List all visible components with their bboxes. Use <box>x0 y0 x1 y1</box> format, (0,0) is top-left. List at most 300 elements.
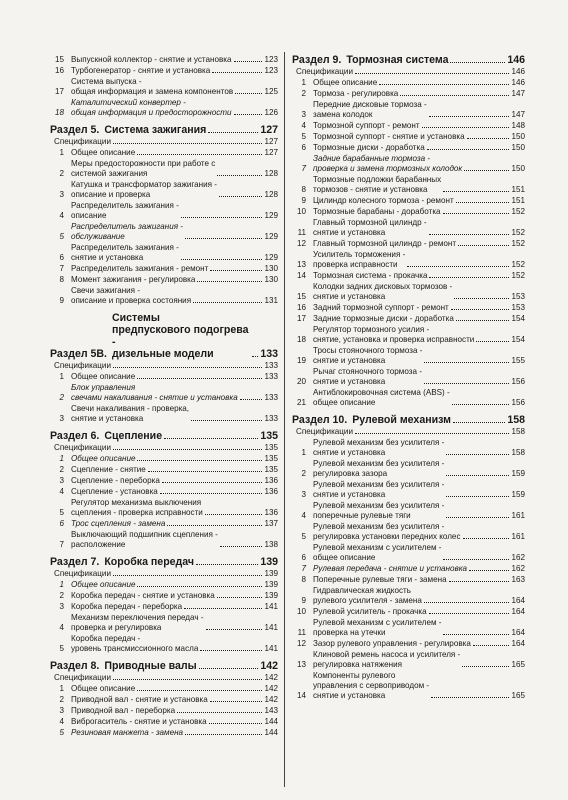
dot-leader <box>458 245 509 246</box>
toc-entry <box>50 243 278 263</box>
entry-number: 2 <box>59 393 64 402</box>
entry-page-number: 130 <box>264 264 278 273</box>
dot-leader <box>407 266 509 267</box>
entry-page-number: 165 <box>511 660 525 669</box>
entry-page-number: 141 <box>264 644 278 653</box>
entry-title: Тормозные диски - доработка <box>313 143 425 152</box>
dot-leader <box>113 575 263 576</box>
entry-number: 4 <box>59 623 64 632</box>
dot-leader <box>446 517 509 518</box>
toc-entry <box>50 66 278 76</box>
entry-page-number: 152 <box>511 228 525 237</box>
entry-text-wrap <box>313 575 511 585</box>
entry-number: 5 <box>59 728 64 737</box>
dot-leader <box>454 298 509 299</box>
dot-leader <box>113 449 263 450</box>
entry-text-wrap <box>71 159 264 179</box>
section-page-number: 142 <box>260 660 278 672</box>
dot-leader <box>235 93 262 94</box>
entry-page-number: 158 <box>511 427 525 436</box>
entry-number: 7 <box>301 564 306 573</box>
entry-title: Зазор рулевого управления - регулировка <box>313 639 471 648</box>
entry-page-number: 152 <box>511 239 525 248</box>
entry-number: 9 <box>59 296 64 305</box>
entry-page-number: 129 <box>264 232 278 241</box>
entry-text-wrap <box>313 271 511 281</box>
toc-entry <box>50 706 278 716</box>
entry-text-wrap <box>71 580 264 590</box>
entry-title: Общее описание <box>71 684 136 693</box>
toc-entry <box>292 367 525 387</box>
toc-entry <box>292 480 525 500</box>
toc-entry <box>50 404 278 424</box>
dot-leader <box>451 309 510 310</box>
dot-leader <box>355 433 510 434</box>
entry-number: 6 <box>301 143 306 152</box>
section-heading-text <box>292 54 507 66</box>
toc-entry <box>292 438 525 458</box>
section-heading <box>50 312 278 360</box>
entry-number: 3 <box>59 706 64 715</box>
dot-leader <box>443 191 509 192</box>
section-page-number: 127 <box>260 124 278 136</box>
entry-page-number: 139 <box>264 569 278 578</box>
entry-number: 13 <box>296 260 306 269</box>
entry-page-number: 150 <box>511 164 525 173</box>
entry-title: Приводной вал - снятие и установка <box>71 695 208 704</box>
entry-text-wrap <box>71 275 264 285</box>
entry-text-wrap <box>313 196 511 206</box>
entry-text-wrap <box>313 175 511 195</box>
entry-page-number: 125 <box>264 87 278 96</box>
entry-title: Рулевой усилитель - прокачка <box>313 607 427 616</box>
dot-leader <box>443 634 509 635</box>
toc-left-column <box>50 54 278 738</box>
dot-leader <box>424 383 510 384</box>
entry-title: Рулевая передача - снятие и установка <box>313 564 468 573</box>
dot-leader <box>464 170 509 171</box>
toc-entry <box>50 519 278 529</box>
entry-page-number: 159 <box>511 469 525 478</box>
dot-leader <box>177 712 262 713</box>
entry-text-wrap <box>71 695 264 705</box>
entry-title: Общее описание <box>71 454 136 463</box>
entry-title: Резиновая манжета - замена <box>71 728 184 737</box>
section-page-number: 146 <box>507 54 525 66</box>
entry-text-wrap <box>313 650 511 670</box>
dot-leader <box>453 422 505 423</box>
entry-title: Спецификации <box>54 569 111 578</box>
entry-title: Рулевой механизм без усилителя - регулировка зазора <box>313 459 445 478</box>
entry-number: 14 <box>296 691 306 700</box>
dot-leader <box>450 62 505 63</box>
entry-number: 8 <box>301 185 306 194</box>
entry-page-number: 131 <box>264 296 278 305</box>
entry-title: Рулевой механизм без усилителя - снятие и установка <box>313 480 445 499</box>
entry-page-number: 150 <box>511 132 525 141</box>
toc-entry <box>292 121 525 131</box>
dot-leader <box>181 217 263 218</box>
section-page-number: 135 <box>260 430 278 442</box>
entry-page-number: 130 <box>264 275 278 284</box>
column-divider <box>284 52 285 787</box>
entry-page-number: 133 <box>264 393 278 402</box>
section-heading <box>50 124 278 136</box>
entry-number: 1 <box>59 580 64 589</box>
entry-title: Виброгаситель - снятие и установка <box>71 717 207 726</box>
section-heading <box>50 660 278 672</box>
dot-leader <box>113 367 263 368</box>
dot-leader <box>473 645 510 646</box>
dot-leader <box>137 460 262 461</box>
entry-number: 1 <box>301 448 306 457</box>
dot-leader <box>424 362 509 363</box>
section-heading <box>292 54 525 66</box>
dot-leader <box>209 723 263 724</box>
entry-text-wrap <box>71 728 264 738</box>
entry-page-number: 164 <box>511 596 525 605</box>
entry-page-number: 128 <box>264 190 278 199</box>
toc-entry <box>292 100 525 120</box>
entry-title: Цилиндр колесного тормоза - ремонт <box>313 196 454 205</box>
entry-page-number: 127 <box>264 148 278 157</box>
toc-entry <box>292 143 525 153</box>
dot-leader <box>220 546 263 547</box>
entry-page-number: 152 <box>511 260 525 269</box>
entry-text-wrap <box>54 673 264 683</box>
toc-entry <box>292 607 525 617</box>
entry-text-wrap <box>54 137 264 147</box>
entry-title: Общее описание <box>71 580 136 589</box>
entry-title: Задние барабанные тормоза - проверка и замена тормозных колодок <box>313 154 463 173</box>
entry-page-number: 153 <box>511 292 525 301</box>
dot-leader <box>205 514 263 515</box>
dot-leader <box>443 559 509 560</box>
entry-title: Рулевой механизм без усилителя - снятие и установка <box>313 438 445 457</box>
toc-entry <box>292 78 525 88</box>
dot-leader <box>456 202 510 203</box>
dot-leader <box>469 570 509 571</box>
entry-title: Тормозная система - прокачка <box>313 271 428 280</box>
entry-page-number: 156 <box>511 377 525 386</box>
entry-title: Спецификации <box>54 137 111 146</box>
dot-leader <box>113 679 263 680</box>
entry-title: Тормозной суппорт - ремонт <box>313 121 420 130</box>
entry-text-wrap <box>71 222 264 242</box>
entry-title: Сцепление - снятие <box>71 465 146 474</box>
entry-text-wrap <box>71 706 264 716</box>
entry-title: Рулевой механизм с усилителем - проверка на утечки <box>313 618 442 637</box>
toc-entry <box>50 264 278 274</box>
dot-leader <box>429 116 510 117</box>
toc-entry <box>50 487 278 497</box>
entry-page-number: 151 <box>511 196 525 205</box>
dot-leader <box>463 538 510 539</box>
entry-text-wrap <box>71 180 264 200</box>
entry-title: Момент зажигания - регулировка <box>71 275 196 284</box>
entry-title: Общее описание <box>313 78 378 87</box>
entry-title: Тормозной суппорт - снятие и установка <box>313 132 465 141</box>
entry-title: Антиблокировочная система (ABS) - общее описание <box>313 388 450 407</box>
entry-number: 7 <box>301 164 306 173</box>
section-title: Приводные валы <box>104 660 197 672</box>
entry-text-wrap <box>313 303 511 313</box>
toc-entry <box>292 325 525 345</box>
entry-number: 21 <box>296 398 306 407</box>
entry-text-wrap <box>296 427 511 437</box>
section-number: Раздел 7. <box>50 556 100 568</box>
entry-page-number: 137 <box>264 519 278 528</box>
entry-number: 9 <box>301 596 306 605</box>
toc-entry <box>292 650 525 670</box>
entry-title: Рулевой механизм без усилителя - регулировка установки передних колес <box>313 522 461 541</box>
entry-title: Клиновой ремень насоса и усилителя - регулировка натяжения <box>313 650 461 669</box>
entry-page-number: 135 <box>264 443 278 452</box>
entry-number: 6 <box>59 519 64 528</box>
entry-number: 2 <box>59 465 64 474</box>
entry-title: Распределитель зажигания - описание <box>71 201 179 220</box>
entry-number: 2 <box>301 89 306 98</box>
toc-entry <box>292 586 525 606</box>
dot-leader <box>191 420 262 421</box>
dot-leader <box>427 149 510 150</box>
dot-leader <box>446 496 509 497</box>
dot-leader <box>210 701 263 702</box>
toc-entry <box>292 89 525 99</box>
entry-page-number: 154 <box>511 314 525 323</box>
entry-page-number: 163 <box>511 575 525 584</box>
entry-text-wrap <box>313 121 511 131</box>
entry-text-wrap <box>313 239 511 249</box>
entry-text-wrap <box>313 586 511 606</box>
entry-number: 8 <box>59 275 64 284</box>
entry-number: 12 <box>296 239 306 248</box>
entry-text-wrap <box>313 89 511 99</box>
dot-leader <box>449 581 510 582</box>
entry-page-number: 156 <box>511 398 525 407</box>
entry-number: 2 <box>59 591 64 600</box>
entry-number: 18 <box>54 108 64 117</box>
toc-right-column <box>292 54 525 701</box>
entry-title: Распределитель зажигания - ремонт <box>71 264 209 273</box>
dot-leader <box>210 270 262 271</box>
entry-number: 6 <box>59 253 64 262</box>
section-number: Раздел 5В. <box>50 348 107 360</box>
entry-page-number: 133 <box>264 372 278 381</box>
entry-page-number: 144 <box>264 717 278 726</box>
entry-text-wrap <box>313 100 511 120</box>
entry-number: 3 <box>59 414 64 423</box>
toc-entry <box>292 501 525 521</box>
dot-leader <box>252 356 258 357</box>
toc-entry <box>50 275 278 285</box>
toc-entry <box>50 569 278 579</box>
entry-text-wrap <box>313 207 511 217</box>
entry-title: Свечи зажигания - описание и проверка состояния <box>71 286 192 305</box>
dot-leader <box>197 281 262 282</box>
entry-page-number: 139 <box>264 591 278 600</box>
toc-entry <box>50 98 278 118</box>
dot-leader <box>240 399 263 400</box>
entry-text-wrap <box>71 243 264 263</box>
entry-title: Регулятор механизма выключения сцепления - проверка исправности <box>71 498 203 517</box>
entry-title: Тормозные подложки барабанных тормозов - снятие и установка <box>313 175 442 194</box>
entry-text-wrap <box>313 607 511 617</box>
dot-leader <box>355 73 510 74</box>
entry-text-wrap <box>71 404 264 424</box>
entry-number: 1 <box>59 454 64 463</box>
entry-title: Катушка и трансформатор зажигания - описание и проверка <box>71 180 217 199</box>
entry-text-wrap <box>313 522 511 542</box>
entry-title: Задние тормозные диски - доработка <box>313 314 454 323</box>
entry-title: Приводной вал - переборка <box>71 706 176 715</box>
entry-number: 16 <box>296 303 306 312</box>
entry-number: 1 <box>301 78 306 87</box>
toc-entry <box>50 728 278 738</box>
toc-entry <box>50 55 278 65</box>
entry-text-wrap <box>71 372 264 382</box>
toc-entry <box>50 286 278 306</box>
entry-number: 3 <box>59 602 64 611</box>
entry-page-number: 159 <box>511 490 525 499</box>
entry-number: 16 <box>54 66 64 75</box>
toc-entry <box>292 132 525 142</box>
entry-number: 1 <box>59 148 64 157</box>
entry-page-number: 161 <box>511 511 525 520</box>
entry-text-wrap <box>71 613 264 633</box>
section-title: Сцепление <box>104 430 163 442</box>
toc-entry <box>50 77 278 97</box>
entry-text-wrap <box>313 388 511 408</box>
entry-number: 1 <box>59 372 64 381</box>
entry-title: Главный тормозной цилиндр - ремонт <box>313 239 457 248</box>
entry-title: Механизм переключения передач - проверка и регулировка <box>71 613 204 632</box>
entry-page-number: 151 <box>511 185 525 194</box>
entry-title: Спецификации <box>54 443 111 452</box>
entry-title: Система выпуска - общая информация и замена компонентов <box>71 77 234 96</box>
entry-title: Задний тормозной суппорт - ремонт <box>313 303 449 312</box>
toc-entry <box>50 498 278 518</box>
entry-text-wrap <box>71 717 264 727</box>
entry-text-wrap <box>71 454 264 464</box>
toc-entry <box>50 580 278 590</box>
dot-leader <box>452 404 510 405</box>
entry-title: Усилитель торможения - проверка исправности <box>313 250 406 269</box>
entry-page-number: 136 <box>264 487 278 496</box>
entry-page-number: 136 <box>264 476 278 485</box>
entry-page-number: 135 <box>264 454 278 463</box>
entry-page-number: 141 <box>264 623 278 632</box>
entry-text-wrap <box>313 78 511 88</box>
entry-text-wrap <box>313 346 511 366</box>
entry-text-wrap <box>71 602 264 612</box>
section-number: Раздел 8. <box>50 660 100 672</box>
entry-number: 7 <box>59 540 64 549</box>
dot-leader <box>234 61 263 62</box>
section-page-number: 133 <box>260 348 278 360</box>
entry-text-wrap <box>313 501 511 521</box>
entry-page-number: 152 <box>511 271 525 280</box>
entry-title: Выпускной коллектор - снятие и установка <box>71 55 232 64</box>
dot-leader <box>212 72 262 73</box>
dot-leader <box>429 234 510 235</box>
entry-page-number: 135 <box>264 465 278 474</box>
toc-entry <box>50 684 278 694</box>
entry-text-wrap <box>71 286 264 306</box>
entry-text-wrap <box>313 480 511 500</box>
entry-text-wrap <box>71 264 264 274</box>
entry-page-number: 136 <box>264 508 278 517</box>
entry-text-wrap <box>313 438 511 458</box>
entry-text-wrap <box>71 55 264 65</box>
dot-leader <box>217 597 263 598</box>
entry-number: 4 <box>59 487 64 496</box>
entry-text-wrap <box>71 476 264 486</box>
entry-number: 10 <box>296 607 306 616</box>
entry-title: Спецификации <box>296 427 353 436</box>
entry-title: Колодки задних дисковых тормозов - снятие и установка <box>313 282 453 301</box>
dot-leader <box>379 84 509 85</box>
entry-number: 3 <box>59 190 64 199</box>
section-heading-text <box>50 660 260 672</box>
dot-leader <box>206 629 263 630</box>
entry-page-number: 128 <box>264 169 278 178</box>
entry-number: 3 <box>301 490 306 499</box>
entry-text-wrap <box>313 459 511 479</box>
entry-number: 2 <box>59 169 64 178</box>
entry-page-number: 161 <box>511 532 525 541</box>
entry-number: 17 <box>54 87 64 96</box>
entry-text-wrap <box>71 66 264 76</box>
entry-number: 6 <box>301 553 306 562</box>
entry-number: 2 <box>59 695 64 704</box>
dot-leader <box>443 213 510 214</box>
entry-text-wrap <box>313 132 511 142</box>
entry-text-wrap <box>71 465 264 475</box>
dot-leader <box>400 95 509 96</box>
entry-number: 11 <box>297 628 306 637</box>
entry-title: Меры предосторожности при работе с системой зажигания <box>71 159 216 178</box>
toc-entry <box>292 388 525 408</box>
section-heading-text <box>50 124 260 136</box>
dot-leader <box>234 114 263 115</box>
entry-page-number: 142 <box>264 684 278 693</box>
toc-entry <box>292 575 525 585</box>
dot-leader <box>429 613 510 614</box>
entry-number: 4 <box>59 211 64 220</box>
dot-leader <box>429 277 509 278</box>
entry-number: 15 <box>54 55 64 64</box>
entry-page-number: 123 <box>264 55 278 64</box>
toc-entry <box>292 250 525 270</box>
entry-number: 15 <box>296 292 306 301</box>
toc-entry <box>292 303 525 313</box>
toc-entry <box>50 530 278 550</box>
entry-page-number: 153 <box>511 303 525 312</box>
entry-page-number: 126 <box>264 108 278 117</box>
entry-text-wrap <box>71 77 264 97</box>
toc-entry <box>292 67 525 77</box>
entry-title: Трос сцепления - замена <box>71 519 166 528</box>
entry-text-wrap <box>71 684 264 694</box>
dot-leader <box>137 378 262 379</box>
toc-entry <box>292 239 525 249</box>
entry-page-number: 162 <box>511 564 525 573</box>
toc-entry <box>50 201 278 221</box>
section-heading-text <box>292 414 507 426</box>
entry-text-wrap <box>313 618 511 638</box>
section-heading <box>50 430 278 442</box>
